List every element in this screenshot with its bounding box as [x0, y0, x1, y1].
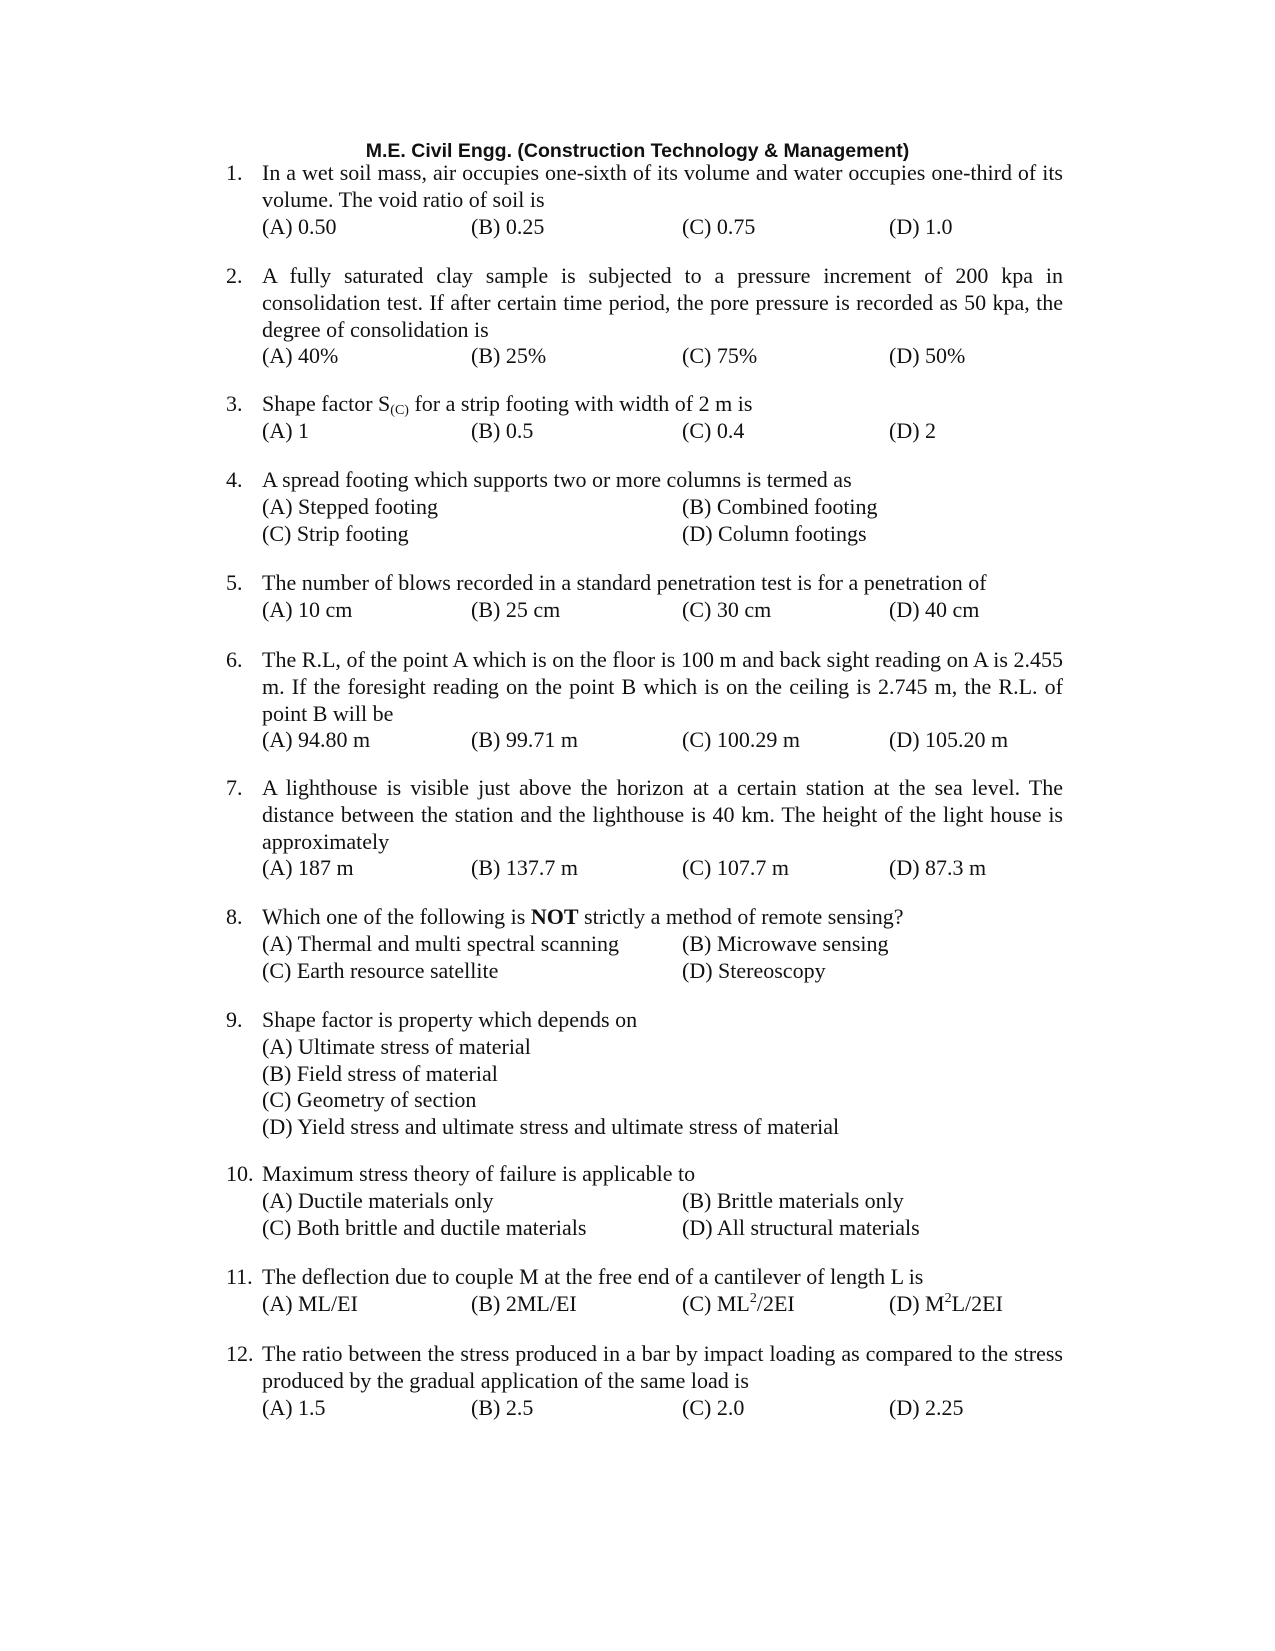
question-11 [226, 1264, 1063, 1318]
option-a: (A) 0.50 [262, 213, 337, 239]
question-10 [226, 1161, 1063, 1241]
question-number: 3. [226, 391, 243, 416]
page-title: M.E. Civil Engg. (Construction Technology & Management) [365, 140, 910, 162]
question-number: 5. [226, 570, 243, 595]
option-b: (B) 137.7 m [471, 855, 578, 881]
option-d: (D) 40 cm [889, 596, 980, 622]
question-6 [226, 647, 1063, 754]
question-number: 11. [226, 1264, 253, 1289]
question-text-part: strictly a method of remote sensing? [578, 904, 904, 929]
question-9 [226, 1007, 1063, 1141]
option-d: (D) 2.25 [889, 1394, 964, 1420]
option-a: (A) 187 m [262, 855, 354, 881]
option-d: (D) Stereoscopy [682, 957, 826, 983]
option-text-part: L/2EI [951, 1290, 1003, 1316]
options-row [262, 1215, 1063, 1242]
question-number: 12. [226, 1341, 254, 1366]
option-c [682, 1291, 795, 1318]
question-number: 4. [226, 467, 243, 492]
question-number: 2. [226, 263, 243, 288]
question-text: In a wet soil mass, air occupies one-sixth of its volume and water occupies one-third of its volume. The void ratio of soil is [262, 160, 1063, 212]
option-d: (D) Column footings [682, 520, 867, 546]
option-c: (C) Strip footing [262, 520, 409, 546]
option-b: (B) 99.71 m [471, 727, 578, 753]
option-b: (B) 0.25 [471, 213, 545, 239]
option-text-part: /2EI [756, 1290, 795, 1316]
options-row [262, 1395, 1063, 1422]
question-text-part: for a strip footing with width of 2 m is [408, 391, 753, 416]
option-d: (D) 1.0 [889, 213, 953, 239]
option-c: (C) 2.0 [682, 1394, 745, 1420]
options-list [262, 1034, 1063, 1141]
options-row [262, 494, 1063, 521]
question-12 [226, 1341, 1063, 1421]
option-b: (B) Field stress of material [262, 1060, 498, 1086]
option-b: (B) 25% [471, 343, 547, 369]
option-b: (B) 0.5 [471, 417, 534, 443]
option-d: (D) Yield stress and ultimate stress and ultimate stress of material [262, 1114, 840, 1140]
question-number: 8. [226, 904, 243, 929]
question-3 [226, 391, 1063, 445]
options-row [262, 931, 1063, 958]
option-a: (A) Ductile materials only [262, 1187, 494, 1213]
option-c: (C) Earth resource satellite [262, 957, 499, 983]
subscript-text: (C) [390, 403, 409, 418]
option-b: (B) Brittle materials only [682, 1187, 904, 1213]
options-row [262, 1188, 1063, 1215]
question-number: 9. [226, 1007, 243, 1032]
option-c: (C) Both brittle and ductile materials [262, 1214, 587, 1240]
option-d: (D) All structural materials [682, 1214, 920, 1240]
question-text: Shape factor is property which depends on [262, 1007, 638, 1032]
question-number: 6. [226, 647, 243, 672]
option-b: (B) 2.5 [471, 1394, 534, 1420]
options-row [262, 855, 1063, 882]
option-a: (A) 1.5 [262, 1394, 326, 1420]
option-c: (C) 0.75 [682, 213, 756, 239]
option-a: (A) Ultimate stress of material [262, 1033, 531, 1059]
question-7 [226, 775, 1063, 882]
option-d: (D) 50% [889, 343, 966, 369]
option-c: (C) 30 cm [682, 596, 772, 622]
option-c: (C) 107.7 m [682, 855, 789, 881]
option-a: (A) 1 [262, 417, 310, 443]
question-text: The ratio between the stress produced in a bar by impact loading as compared to the stress produced by the gradual application of the same load is [262, 1341, 1063, 1393]
options-row [262, 521, 1063, 548]
question-5 [226, 570, 1063, 624]
question-2 [226, 263, 1063, 370]
options-row [262, 958, 1063, 985]
options-row [262, 343, 1063, 370]
option-b: (B) Combined footing [682, 493, 878, 519]
question-text: The number of blows recorded in a standard penetration test is for a penetration of [262, 570, 987, 595]
option-c: (C) 100.29 m [682, 727, 800, 753]
question-text: A fully saturated clay sample is subjected to a pressure increment of 200 kpa in consolidation test. If after certain time period, the pore pressure is recorded as 50 kpa, the degree of consolidation is [262, 263, 1063, 342]
question-text [262, 904, 1063, 931]
superscript-text: 2 [749, 1290, 757, 1306]
option-a: (A) 94.80 m [262, 727, 371, 753]
question-4 [226, 467, 1063, 547]
options-row [262, 597, 1063, 624]
option-b: (B) 2ML/EI [471, 1290, 577, 1316]
question-text-part: Which one of the following is [262, 904, 531, 929]
options-row [262, 727, 1063, 754]
option-d: (D) 105.20 m [889, 727, 1009, 753]
option-text-part: (D) M [889, 1290, 945, 1316]
question-8 [226, 904, 1063, 984]
option-c: (C) 75% [682, 343, 758, 369]
superscript-text: 2 [944, 1290, 952, 1306]
option-a: (A) Thermal and multi spectral scanning [262, 930, 619, 956]
question-text: Maximum stress theory of failure is applicable to [262, 1161, 696, 1186]
emphasis-text: NOT [530, 904, 579, 929]
question-text: The deflection due to couple M at the free end of a cantilever of length L is [262, 1264, 924, 1289]
option-a: (A) 40% [262, 343, 339, 369]
options-row [262, 1291, 1063, 1318]
options-row [262, 418, 1063, 445]
option-d: (D) 2 [889, 417, 937, 443]
option-a: (A) 10 cm [262, 596, 353, 622]
question-text: The R.L, of the point A which is on the floor is 100 m and back sight reading on A is 2.455 m. If the foresight reading on the point B which is on the ceiling is 2.745 m, the R.L. of point B will be [262, 647, 1063, 726]
question-text: A lighthouse is visible just above the horizon at a certain station at the sea level. The distance between the station and the lighthouse is 40 km. The height of the light house is approximately [262, 775, 1063, 854]
option-d: (D) 87.3 m [889, 855, 987, 881]
option-d [889, 1291, 1003, 1318]
question-number: 1. [226, 160, 243, 185]
question-text-part: Shape factor S [262, 391, 391, 416]
question-number: 10. [226, 1161, 254, 1186]
option-c: (C) 0.4 [682, 417, 745, 443]
option-text-part: (C) ML [682, 1290, 750, 1316]
options-row [262, 214, 1063, 241]
question-text [262, 391, 1063, 418]
option-c: (C) Geometry of section [262, 1087, 477, 1113]
option-b: (B) Microwave sensing [682, 930, 889, 956]
option-a: (A) Stepped footing [262, 493, 438, 519]
question-text: A spread footing which supports two or more columns is termed as [262, 467, 852, 492]
question-number: 7. [226, 775, 243, 800]
question-1 [226, 160, 1063, 240]
option-b: (B) 25 cm [471, 596, 561, 622]
option-a: (A) ML/EI [262, 1290, 358, 1316]
